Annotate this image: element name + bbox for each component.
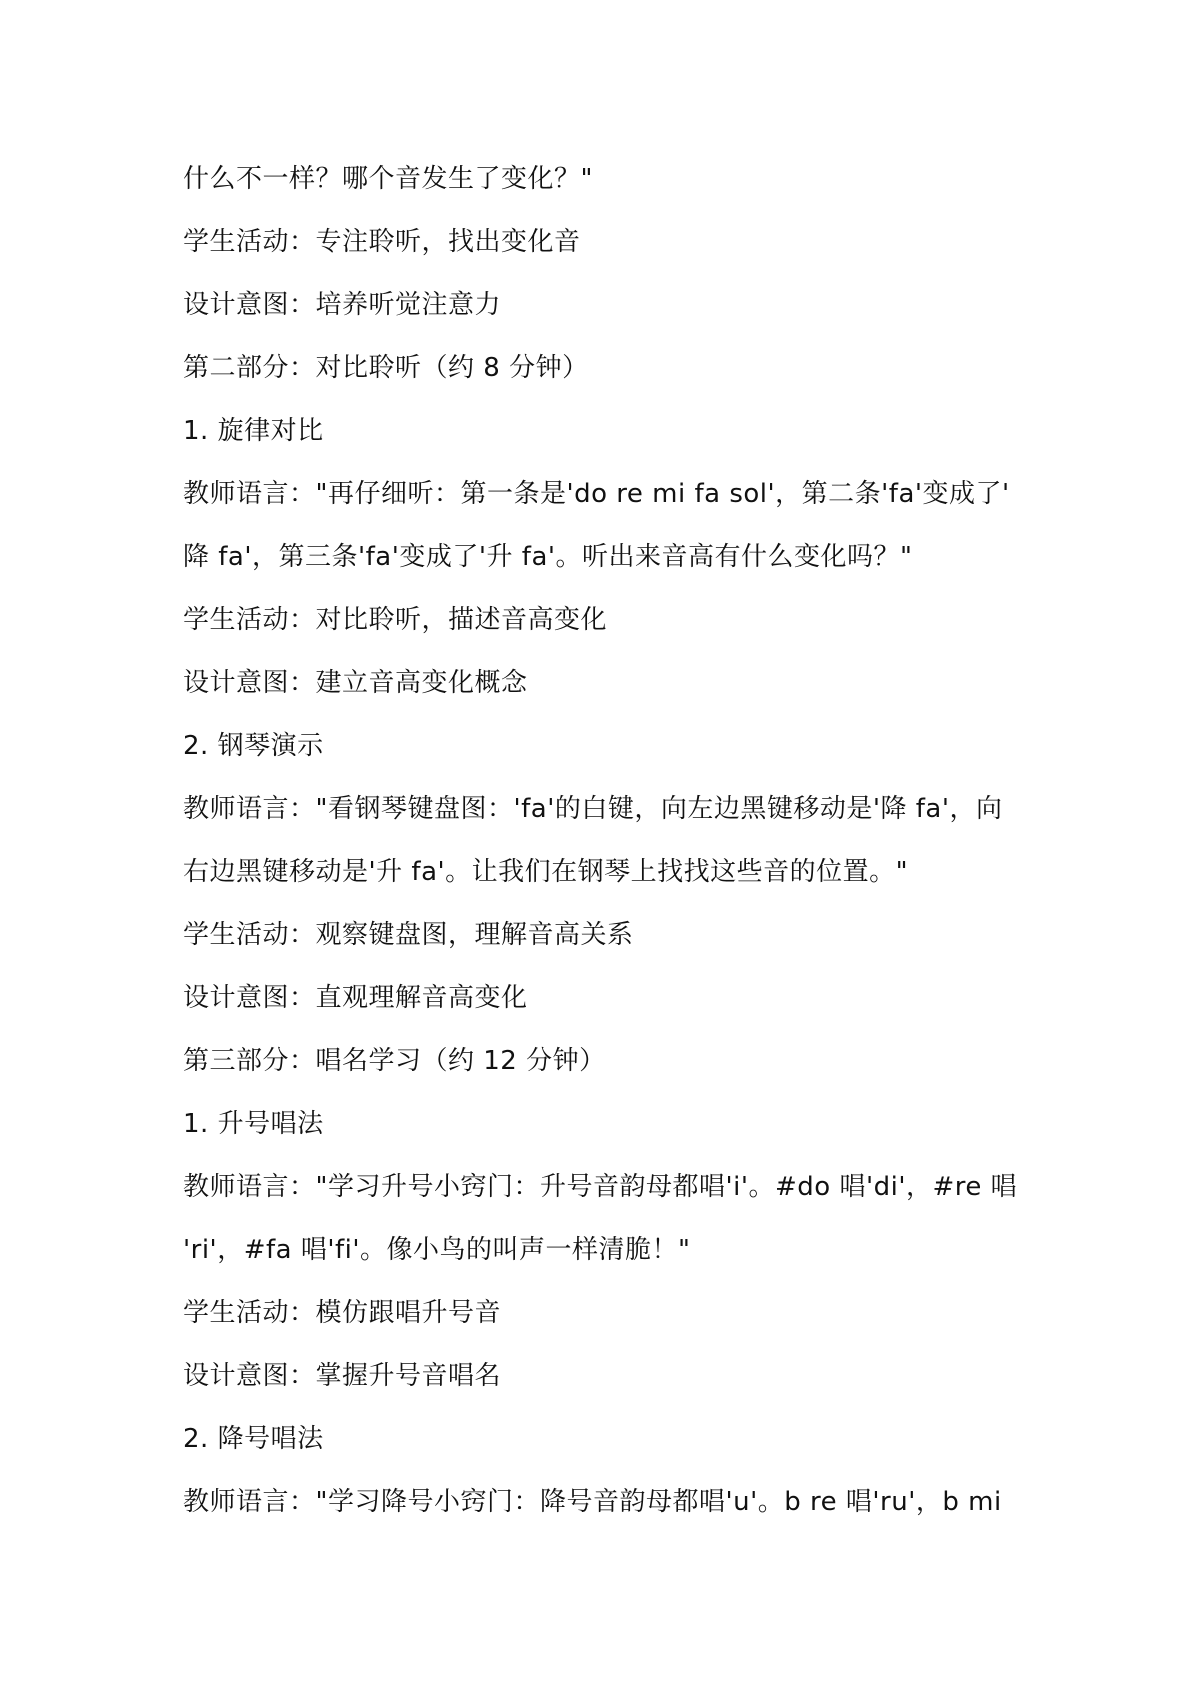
text-line: 教师语言："看钢琴键盘图：'fa'的白键，向左边黑键移动是'降 fa'，向 <box>183 794 1003 824</box>
text-line: 学生活动：观察键盘图，理解音高关系 <box>183 920 634 950</box>
document-body <box>183 148 1043 1534</box>
text-line: 学生活动：对比聆听，描述音高变化 <box>183 605 608 635</box>
text-line: 降 fa'，第三条'fa'变成了'升 fa'。听出来音高有什么变化吗？" <box>183 542 913 572</box>
text-line: 什么不一样？哪个音发生了变化？" <box>183 164 593 194</box>
text-line: 右边黑键移动是'升 fa'。让我们在钢琴上找找这些音的位置。" <box>183 857 909 887</box>
subsection-heading: 2. 降号唱法 <box>183 1424 324 1454</box>
subsection-heading: 1. 旋律对比 <box>183 416 324 446</box>
text-line: 学生活动：模仿跟唱升号音 <box>183 1298 502 1328</box>
text-line: 学生活动：专注聆听，找出变化音 <box>183 227 581 257</box>
text-line: 教师语言："学习升号小窍门：升号音韵母都唱'i'。#do 唱'di'，#re 唱 <box>183 1172 1018 1202</box>
text-line: 设计意图：培养听觉注意力 <box>183 290 502 320</box>
text-line: 设计意图：建立音高变化概念 <box>183 668 528 698</box>
subsection-heading: 2. 钢琴演示 <box>183 731 324 761</box>
section-heading: 第二部分：对比聆听（约 8 分钟） <box>183 353 589 383</box>
text-line: 教师语言："学习降号小窍门：降号音韵母都唱'u'。b re 唱'ru'，b mi <box>183 1487 1002 1517</box>
subsection-heading: 1. 升号唱法 <box>183 1109 324 1139</box>
section-heading: 第三部分：唱名学习（约 12 分钟） <box>183 1046 606 1076</box>
text-line: 设计意图：掌握升号音唱名 <box>183 1361 502 1391</box>
text-line: 'ri'，#fa 唱'fi'。像小鸟的叫声一样清脆！" <box>183 1235 691 1265</box>
text-line: 设计意图：直观理解音高变化 <box>183 983 528 1013</box>
text-line: 教师语言："再仔细听：第一条是'do re mi fa sol'，第二条'fa'变成了' <box>183 479 1010 509</box>
